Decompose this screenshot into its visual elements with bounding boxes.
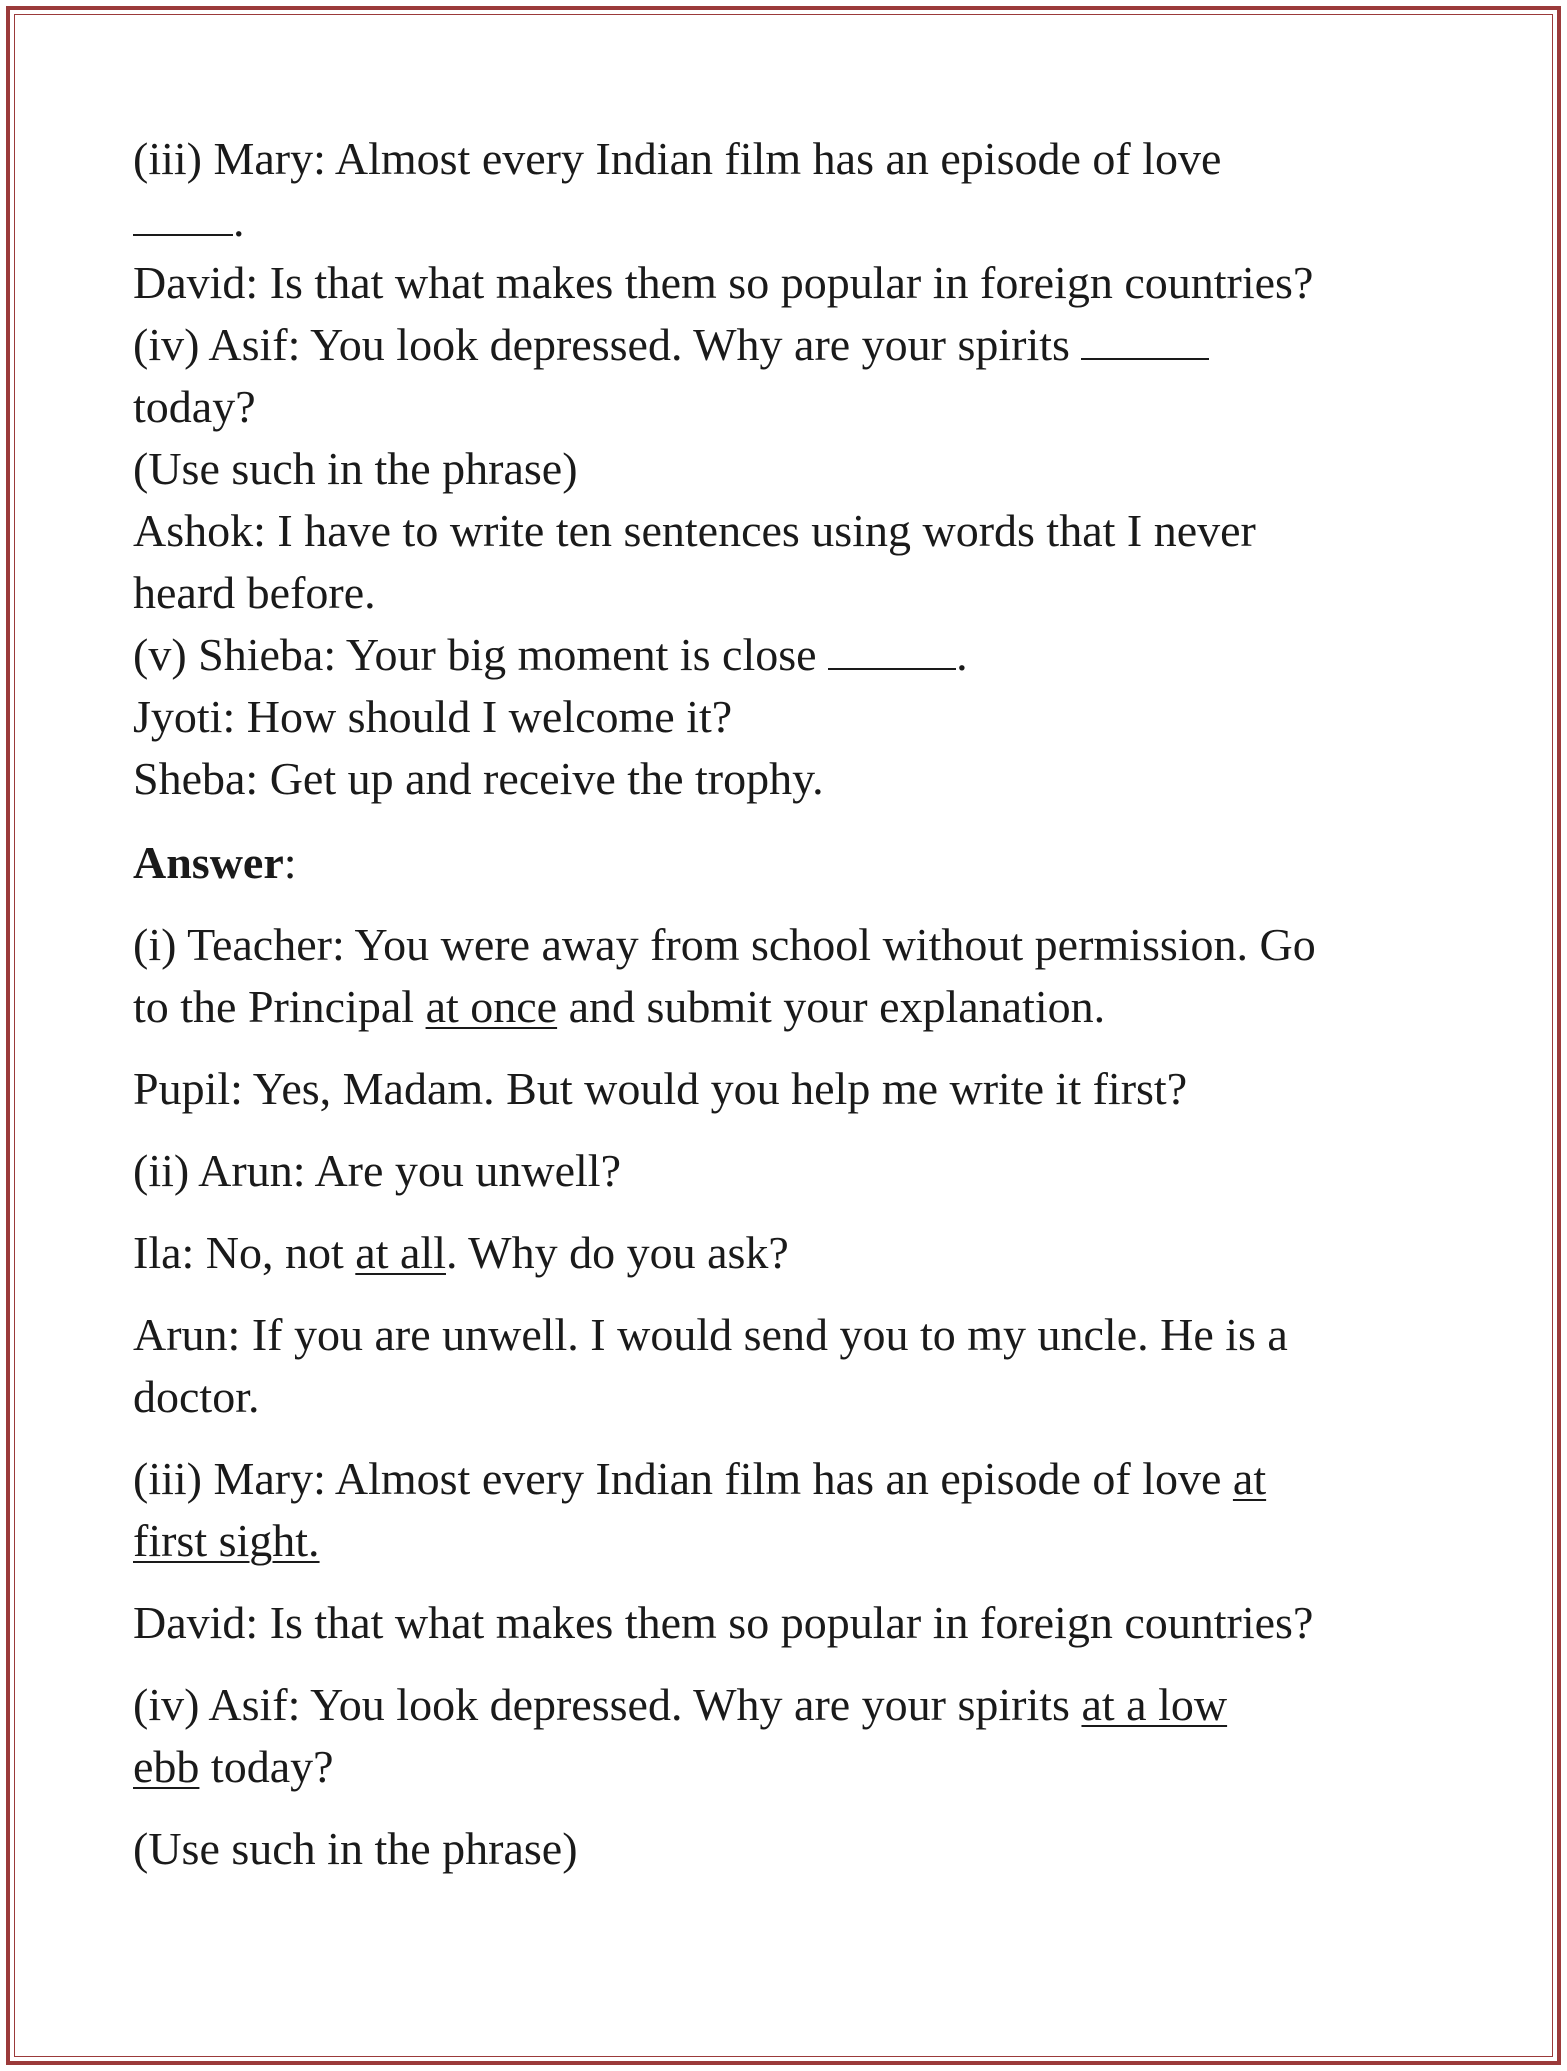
answer-3-mary-line-1: (iii) Mary: Almost every Indian film has an episode of love at bbox=[133, 1453, 1267, 1504]
answer-phrase: ebb bbox=[133, 1741, 200, 1792]
answer-1-pupil: Pupil: Yes, Madam. But would you help me write it first? bbox=[133, 1063, 1188, 1114]
answer-2-ila: Ila: No, not at all. Why do you ask? bbox=[133, 1227, 789, 1278]
answer-3-mary-line-2 bbox=[133, 1510, 1453, 1572]
answer-1-teacher-line-1: (i) Teacher: You were away from school without permission. Go bbox=[133, 919, 1316, 970]
question-5-jyoti: Jyoti: How should I welcome it? bbox=[133, 691, 733, 742]
question-4-note: (Use such in the phrase) bbox=[133, 443, 578, 494]
question-5-shieba: (v) Shieba: Your big moment is close . bbox=[133, 629, 968, 680]
answer-phrase: at a low bbox=[1081, 1679, 1228, 1730]
question-5-sheba: Sheba: Get up and receive the trophy. bbox=[133, 753, 824, 804]
question-ashok-line-2: heard before. bbox=[133, 567, 376, 618]
question-4-asif: (iv) Asif: You look depressed. Why are your spirits bbox=[133, 314, 1453, 376]
answer-1-teacher-line-2: to the Principal at once and submit your explanation. bbox=[133, 981, 1106, 1032]
answer-phrase: at bbox=[1232, 1453, 1267, 1504]
fill-in-blank bbox=[828, 630, 956, 670]
answer-4-note: (Use such in the phrase) bbox=[133, 1823, 578, 1874]
answer-2-arun: (ii) Arun: Are you unwell? bbox=[133, 1145, 622, 1196]
answer-phrase: first sight. bbox=[133, 1515, 320, 1566]
answer-phrase: at all bbox=[355, 1227, 446, 1278]
question-3-mary: (iii) Mary: Almost every Indian film has an episode of love bbox=[133, 133, 1222, 184]
question-3-blank-line: . bbox=[133, 190, 1453, 252]
answer-4-asif-line-2: ebb today? bbox=[133, 1741, 334, 1792]
answer-phrase: at once bbox=[425, 981, 558, 1032]
answer-4-asif-line-1: (iv) Asif: You look depressed. Why are your spirits at a low bbox=[133, 1679, 1228, 1730]
fill-in-blank bbox=[1081, 320, 1209, 360]
answer-2-arun-reply-line-1: Arun: If you are unwell. I would send you to my uncle. He is a bbox=[133, 1309, 1288, 1360]
fill-in-blank bbox=[133, 196, 233, 236]
document-body bbox=[133, 128, 1453, 1880]
answer-3-david: David: Is that what makes them so popular in foreign countries? bbox=[133, 1597, 1314, 1648]
question-ashok-line-1: Ashok: I have to write ten sentences using words that I never bbox=[133, 505, 1256, 556]
answer-2-arun-reply-line-2: doctor. bbox=[133, 1371, 260, 1422]
answer-heading: Answer: bbox=[133, 837, 297, 888]
question-4-today: today? bbox=[133, 381, 256, 432]
question-3-david: David: Is that what makes them so popular in foreign countries? bbox=[133, 257, 1314, 308]
